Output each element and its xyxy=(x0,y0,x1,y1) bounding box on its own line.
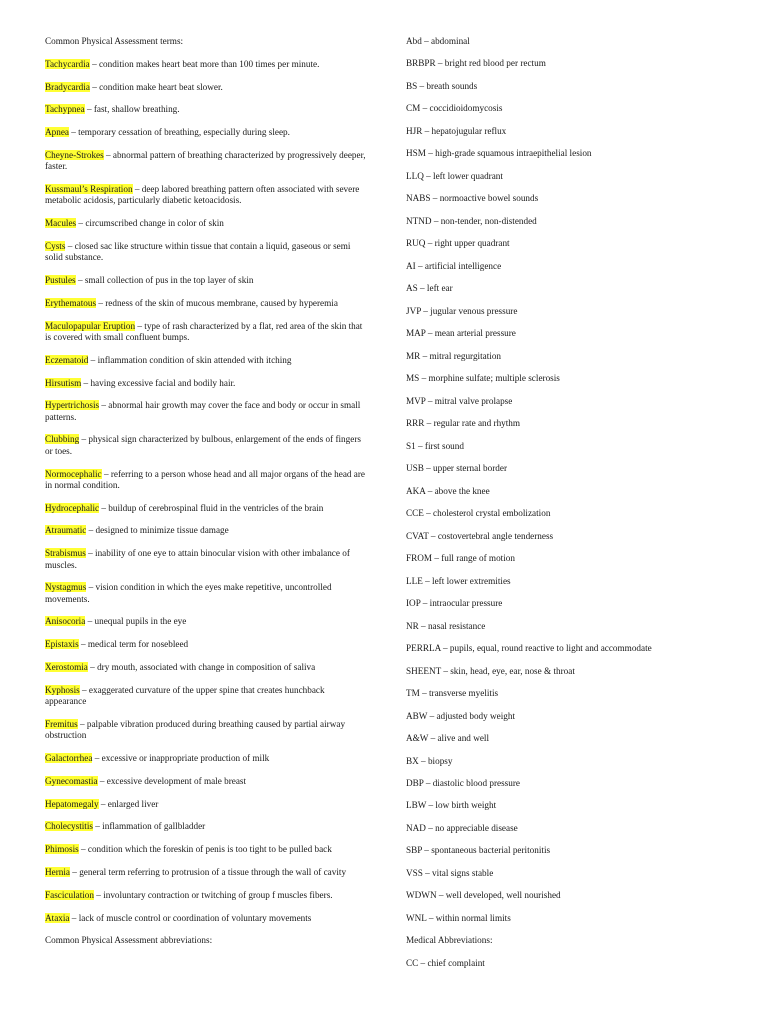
term-highlighted: Cheyne-Strokes xyxy=(45,149,104,160)
term-definition: – exaggerated curvature of the upper spine that creates hunchback appearance xyxy=(45,684,325,707)
term-definition: – lack of muscle control or coordination of voluntary movements xyxy=(69,912,312,923)
term-entry xyxy=(45,867,367,878)
abbreviation-entry: DBP – diastolic blood pressure xyxy=(406,777,520,788)
term-highlighted: Hypertrichosis xyxy=(45,400,100,411)
term-highlighted: Macules xyxy=(45,218,77,229)
term-highlighted: Atraumatic xyxy=(45,525,87,536)
term-highlighted: Apnea xyxy=(45,127,69,138)
term-highlighted: Bradycardia xyxy=(45,81,90,92)
abbreviation-entry: Abd – abdominal xyxy=(406,36,470,46)
term-entry xyxy=(45,275,367,286)
abbreviation-entry: CCE – cholesterol crystal embolization xyxy=(406,508,551,519)
term-entry xyxy=(45,298,367,309)
term-definition: – involuntary contraction or twitching of group f muscles fibers. xyxy=(94,889,333,900)
term-highlighted: Kussmaul’s Respiration xyxy=(45,184,133,195)
term-entry xyxy=(45,218,367,229)
terms-column xyxy=(45,36,367,958)
term-highlighted: Fremitus xyxy=(45,718,78,729)
abbreviation-entry: MVP – mitral valve prolapse xyxy=(406,395,513,406)
term-entry xyxy=(45,753,367,764)
term-definition: – closed sac like structure within tissue that contain a liquid, gaseous or semi solid substance. xyxy=(45,240,351,263)
abbreviations-column xyxy=(406,36,758,980)
abbreviation-entry: BS – breath sounds xyxy=(406,80,478,91)
abbreviation-entry: LLQ – left lower quadrant xyxy=(406,170,503,181)
term-definition: – type of rash characterized by a flat, red area of the skin that is covered with small confluent bumps. xyxy=(45,320,363,342)
abbreviation-entry: CVAT – costovertebral angle tenderness xyxy=(406,530,554,541)
abbreviation-entry: AS – left ear xyxy=(406,283,453,294)
abbreviation-entry: A&W – alive and well xyxy=(406,733,490,744)
term-highlighted: Clubbing xyxy=(45,434,80,445)
abbreviation-entry: HJR – hepatojugular reflux xyxy=(406,125,507,136)
term-definition: – referring to a person whose head and all major organs of the head are in normal condition. xyxy=(45,468,366,490)
term-entry xyxy=(45,776,367,787)
abbreviation-entry: NAD – no appreciable disease xyxy=(406,822,518,833)
term-definition: – buildup of cerebrospinal fluid in the ventricles of the brain xyxy=(99,502,324,513)
term-entry xyxy=(45,639,367,650)
term-highlighted: Gynecomastia xyxy=(45,775,98,786)
term-highlighted: Erythematous xyxy=(45,297,97,308)
abbreviation-entry: SBP – spontaneous bacterial peritonitis xyxy=(406,845,551,856)
term-definition: – excessive or inappropriate production of milk xyxy=(92,752,270,763)
term-definition: – circumscribed change in color of skin xyxy=(76,218,224,229)
term-entry xyxy=(45,104,367,115)
abbreviations-list xyxy=(406,36,758,969)
abbreviation-entry: MR – mitral regurgitation xyxy=(406,350,502,361)
term-entry xyxy=(45,434,367,457)
term-definition: – condition make heart beat slower. xyxy=(89,81,223,92)
term-highlighted: Hernia xyxy=(45,866,70,877)
abbreviation-entry: Medical Abbreviations: xyxy=(406,935,493,946)
abbreviation-entry: NABS – normoactive bowel sounds xyxy=(406,193,539,204)
term-definition: – dry mouth, associated with change in composition of saliva xyxy=(87,662,316,672)
abbreviation-entry: LLE – left lower extremities xyxy=(406,575,511,586)
term-definition: – fast, shallow breathing. xyxy=(84,104,180,115)
term-definition: – excessive development of male breast xyxy=(97,775,247,786)
terms-list xyxy=(45,59,367,924)
term-entry xyxy=(45,582,367,605)
term-highlighted: Epistaxis xyxy=(45,639,79,650)
term-entry xyxy=(45,378,367,389)
abbreviation-entry: MS – morphine sulfate; multiple sclerosis xyxy=(406,373,560,384)
term-entry xyxy=(45,662,367,673)
term-highlighted: Tachycardia xyxy=(45,58,90,69)
term-entry xyxy=(45,821,367,832)
term-highlighted: Hydrocephalic xyxy=(45,502,100,513)
abbreviations-heading: Common Physical Assessment abbreviations: xyxy=(45,935,213,946)
abbreviation-entry: FROM – full range of motion xyxy=(406,553,515,564)
abbreviation-entry: HSM – high-grade squamous intraepithelial lesion xyxy=(406,148,592,159)
term-entry xyxy=(45,82,367,93)
term-highlighted: Hepatomegaly xyxy=(45,798,99,809)
term-entry xyxy=(45,913,367,924)
term-highlighted: Cholecystitis xyxy=(45,821,93,832)
term-entry xyxy=(45,184,367,207)
term-definition: – inability of one eye to attain binocular vision with other imbalance of muscles. xyxy=(45,548,350,570)
abbreviation-entry: JVP – jugular venous pressure xyxy=(406,305,518,316)
term-highlighted: Maculopapular Eruption xyxy=(45,320,136,331)
term-entry xyxy=(45,616,367,627)
term-highlighted: Strabismus xyxy=(45,548,86,559)
term-definition: – designed to minimize tissue damage xyxy=(86,525,229,536)
term-entry xyxy=(45,355,367,366)
abbreviation-entry: ABW – adjusted body weight xyxy=(406,710,516,721)
abbreviation-entry: PERRLA – pupils, equal, round reactive to light and accommodate xyxy=(406,643,652,654)
abbreviation-entry: LBW – low birth weight xyxy=(406,800,497,811)
term-entry xyxy=(45,890,367,901)
term-definition: – inflammation condition of skin attended with itching xyxy=(88,354,292,365)
term-highlighted: Normocephalic xyxy=(45,468,102,479)
abbreviation-entry: CC – chief complaint xyxy=(406,957,485,968)
term-entry xyxy=(45,150,367,173)
term-definition: – temporary cessation of breathing, especially during sleep. xyxy=(68,127,290,138)
term-definition: – abnormal hair growth may cover the face and body or occur in small patterns. xyxy=(45,400,361,422)
abbreviation-entry: NTND – non-tender, non-distended xyxy=(406,215,537,226)
abbreviation-entry: VSS – vital signs stable xyxy=(406,867,494,878)
term-definition: – palpable vibration produced during breathing caused by partial airway obstruction xyxy=(45,718,346,741)
term-highlighted: Xerostomia xyxy=(45,662,88,672)
abbreviation-entry: TM – transverse myelitis xyxy=(406,688,499,699)
term-definition: – physical sign characterized by bulbous, enlargement of the ends of fingers or toes. xyxy=(45,434,361,456)
term-entry xyxy=(45,127,367,138)
term-definition: – deep labored breathing pattern often associated with severe metabolic acidosis, particularly diabetic ketoacidosis. xyxy=(45,184,360,206)
term-highlighted: Cysts xyxy=(45,240,66,251)
term-entry xyxy=(45,400,367,423)
term-highlighted: Hirsutism xyxy=(45,377,82,388)
abbreviation-entry: WNL – within normal limits xyxy=(406,912,511,923)
term-entry xyxy=(45,503,367,514)
term-definition: – condition which the foreskin of penis is too tight to be pulled back xyxy=(78,844,332,855)
term-definition: – condition makes heart beat more than 100 times per minute. xyxy=(89,58,320,69)
term-entry xyxy=(45,799,367,810)
abbreviation-entry: S1 – first sound xyxy=(406,440,464,451)
term-entry xyxy=(45,469,367,492)
term-definition: – redness of the skin of mucous membrane, caused by hyperemia xyxy=(96,297,338,308)
term-definition: – having excessive facial and bodily hair. xyxy=(81,377,236,388)
term-highlighted: Galactorrhea xyxy=(45,752,93,763)
term-entry xyxy=(45,525,367,536)
term-highlighted: Pustules xyxy=(45,275,76,286)
term-highlighted: Eczematoid xyxy=(45,354,89,365)
term-highlighted: Nystagmus xyxy=(45,582,87,593)
term-entry xyxy=(45,59,367,70)
term-entry xyxy=(45,685,367,708)
abbreviation-entry: AI – artificial intelligence xyxy=(406,260,502,271)
term-definition: – medical term for nosebleed xyxy=(78,639,189,650)
abbreviation-entry: BX – biopsy xyxy=(406,755,453,766)
term-highlighted: Anisocoria xyxy=(45,616,86,627)
term-entry xyxy=(45,719,367,742)
term-entry xyxy=(45,241,367,264)
term-definition: – inflammation of gallbladder xyxy=(92,821,206,832)
term-highlighted: Fasciculation xyxy=(45,889,94,900)
abbreviation-entry: NR – nasal resistance xyxy=(406,620,486,631)
term-definition: – enlarged liver xyxy=(98,798,159,809)
abbreviation-entry: AKA – above the knee xyxy=(406,485,490,496)
term-definition: – abnormal pattern of breathing characterized by progressively deeper, faster. xyxy=(45,149,366,172)
abbreviation-entry: CM – coccidioidomycosis xyxy=(406,103,503,114)
abbreviation-entry: SHEENT – skin, head, eye, ear, nose & throat xyxy=(406,665,575,676)
term-highlighted: Kyphosis xyxy=(45,684,80,695)
term-entry xyxy=(45,548,367,571)
term-entry xyxy=(45,321,367,344)
terms-heading: Common Physical Assessment terms: xyxy=(45,36,184,46)
abbreviation-entry: WDWN – well developed, well nourished xyxy=(406,890,561,901)
term-definition: – general term referring to protrusion of a tissue through the wall of cavity xyxy=(70,866,347,877)
abbreviation-entry: MAP – mean arterial pressure xyxy=(406,328,516,339)
abbreviation-entry: USB – upper sternal border xyxy=(406,463,508,474)
term-highlighted: Phimosis xyxy=(45,844,79,855)
abbreviation-entry: BRBPR – bright red blood per rectum xyxy=(406,58,546,69)
term-definition: – vision condition in which the eyes make repetitive, uncontrolled movements. xyxy=(45,582,332,604)
abbreviation-entry: RUQ – right upper quadrant xyxy=(406,238,510,249)
term-highlighted: Ataxia xyxy=(45,912,70,923)
abbreviation-entry: RRR – regular rate and rhythm xyxy=(406,418,521,429)
term-highlighted: Tachypnea xyxy=(45,104,85,115)
term-definition: – small collection of pus in the top layer of skin xyxy=(75,275,254,286)
term-entry xyxy=(45,844,367,855)
term-definition: – unequal pupils in the eye xyxy=(85,616,187,627)
abbreviation-entry: IOP – intraocular pressure xyxy=(406,598,503,609)
